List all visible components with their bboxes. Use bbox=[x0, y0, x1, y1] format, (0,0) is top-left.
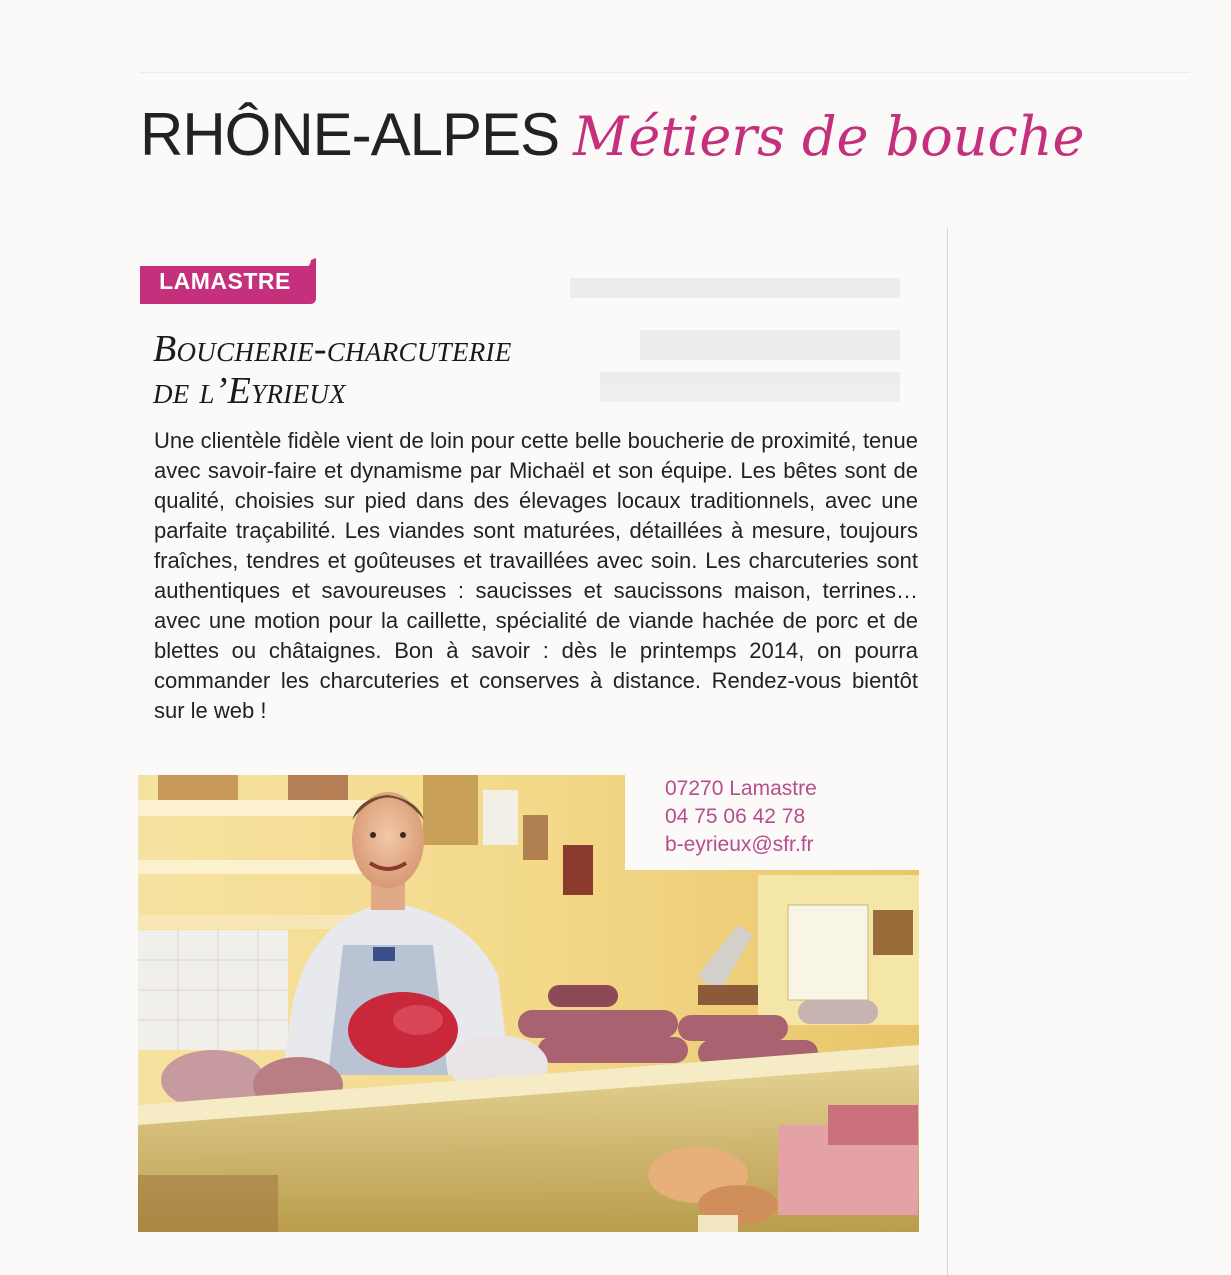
top-rule bbox=[140, 72, 1190, 73]
location-tag bbox=[140, 258, 316, 306]
contact-address: 07270 Lamastre bbox=[665, 777, 817, 800]
column-divider bbox=[947, 228, 948, 1275]
contact-block bbox=[625, 775, 925, 870]
contact-email: b-eyrieux@sfr.fr bbox=[665, 833, 814, 856]
article-title bbox=[153, 328, 933, 412]
page-header bbox=[140, 100, 1140, 180]
contact-phone: 04 75 06 42 78 bbox=[665, 805, 806, 828]
article-body: Une clientèle fidèle vient de loin pour cette belle boucherie de proximité, tenue avec savoir-faire et dynamisme par Michaël et son équipe. Les bêtes sont de qualité, choisies sur pied dans des élevages locaux traditionnels, avec une parfaite traçabilité. Les viandes sont maturées, détaillées à mesure, toujours fraîches, tendres et goûteuses et travaillées avec soin. Les charcuteries sont authentiques et savoureuses : saucisses et saucissons maison, terrines… avec une motion pour la caillette, spécialité de viande hachée de porc et de blettes ou châtaignes. Bon à savoir : dès le printemps 2014, on pourra commander les charcuteries et conserves à distance. Rendez-vous bientôt sur le web ! bbox=[154, 428, 918, 723]
article-title-line-1: Boucherie-charcuterie bbox=[153, 328, 512, 370]
category-title: Métiers de bouche bbox=[573, 105, 1085, 168]
article-title-line-2: de l’Eyrieux bbox=[153, 370, 346, 412]
region-title: RHÔNE-ALPES bbox=[140, 101, 560, 168]
tag-label: LAMASTRE bbox=[159, 268, 291, 294]
